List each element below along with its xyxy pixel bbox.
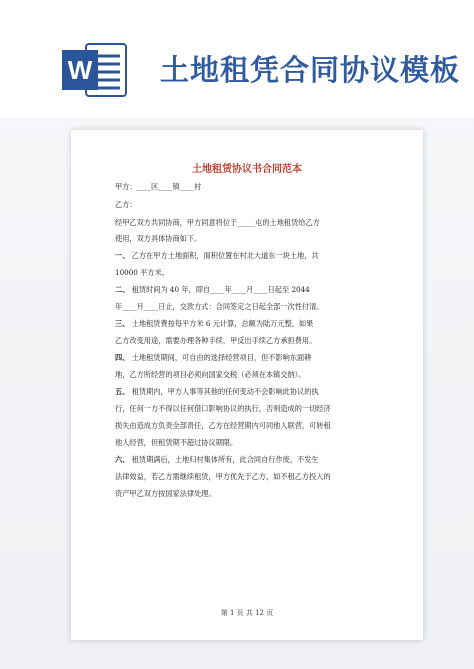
clause-1-line-1: [115, 251, 319, 261]
banner: [0, 0, 474, 118]
word-logo-letter: W: [67, 55, 93, 85]
clause-6-number: 六、: [115, 455, 130, 464]
clause-3-line-2: 乙方改变用途，需要办理各种手续，甲反出手续乙方承担费用。: [115, 336, 317, 345]
clause-5-line-4: 他人经营，但租赁期不超过协议期限。: [115, 438, 238, 447]
clause-5-line-3: 损失由造成方负责全部责任，乙方在经营期内可同他人联营，可转租: [115, 421, 331, 430]
clause-6-line-3: 资产甲乙双方按国家法律处理。: [115, 489, 216, 498]
clause-2-text-1: 租赁时间为 40 年，即自____年____月____日起至 2044: [131, 285, 310, 294]
clause-3-line-1: [115, 319, 313, 329]
clause-3-number: 三、: [115, 319, 130, 328]
clause-4-text-1: 土地租赁期间，可自由的选择经营项目，但不影响东面耕: [131, 353, 312, 362]
clause-2-line-1: [115, 285, 310, 295]
clause-4-line-1: [115, 353, 311, 363]
clause-1-line-2: 10000 平方米。: [115, 268, 169, 277]
banner-title: 土地租凭合同协议模板: [160, 53, 461, 87]
clause-6-text-1: 租赁期满后，土地归村集体所有，此合同自行作废，不发生: [131, 455, 319, 464]
clause-4-number: 四、: [115, 353, 130, 362]
clause-3-text-1: 土地租赁费按每平方米 6 元计算，总额为陆万元整，如果: [131, 319, 314, 328]
document-title: 土地租赁协议书合同范本: [192, 164, 302, 175]
page-number-footer: 第 1 页 共 12 页: [220, 609, 274, 617]
clause-5-text-1: 租赁期内，甲方人事等其他的任何变动不会影响此协议的执: [131, 387, 319, 396]
clause-1-number: 一、: [115, 251, 130, 260]
clause-5-line-2: 行，任何一方不得以任何借口影响协议的执行，否则造成的一切经济: [115, 404, 331, 413]
clause-1-text-1: 乙方在甲方土地面积，面积位置在村北大道东一块土地，共: [131, 251, 319, 260]
clause-5-number: 五、: [115, 387, 130, 396]
intro-line-2: 使用，双方具体协商如下。: [115, 234, 202, 243]
clause-4-line-2: 地，乙方所经营的项目必须向国家交税（必须在本镇交纳）。: [115, 370, 306, 379]
clause-2-number: 二、: [115, 285, 130, 294]
intro-line-1: 经甲乙双方共同协商，甲方同意将位于_____屯的土地租赁给乙方: [115, 218, 320, 227]
party-b-line: 乙方：: [115, 200, 137, 209]
clause-2-line-2: 年____月____日止，交款方式：合同签定之日起全部一次性付清。: [115, 302, 324, 311]
word-document-icon: [60, 40, 128, 100]
clause-6-line-2: 法律效益，若乙方需继续租赁，甲方优先于乙方，如不租乙方投入的: [115, 472, 331, 481]
clause-6-line-1: [115, 455, 319, 465]
document-page: [71, 130, 423, 640]
clause-5-line-1: [115, 387, 319, 397]
party-a-line: 甲方：____区____镇____村: [115, 182, 202, 191]
